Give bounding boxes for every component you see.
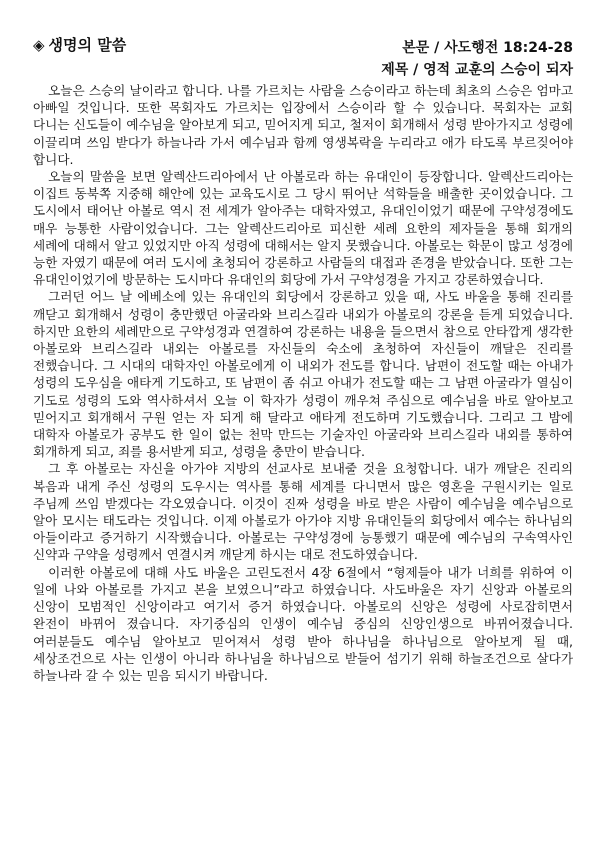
paragraph-4: 그 후 아볼로는 자신을 아가야 지방의 선교사로 보내줄 것을 요청합니다. 내가 깨달은 진리의 복음과 내게 주신 성령의 도우시는 역사를 통해 세계를 다니면서 많은 영혼을 구원시키는 일로 주님께 쓰임 받겠다는 각오였습니다. 이것이 진짜 성령을 바로 받은 사람이 예수님을 예수님으로 알아 모시는 태도라는 것입니다. 이제 아볼로가 아가야 지방 유대인들의 회당에서 예수는 하나님의 아들이라고 증거하기 시작했습니다. 아볼로는 구약성경에 능통했기 때문에 예수님의 구속역사인 신약과 구약을 성령께서 연결시켜 깨닫게 하시는 대로 전도하였습니다. [33, 461, 573, 563]
sermon-subject: 제목 / 영적 교훈의 스승이 되자 [381, 62, 573, 78]
sermon-series-title-text: 생명의 말씀 [48, 36, 127, 54]
sermon-body [33, 82, 573, 684]
paragraph-1: 오늘은 스승의 날이라고 합니다. 나를 가르치는 사람을 스승이라고 하는데 최초의 스승은 엄마고 아빠일 것입니다. 또한 목회자도 가르치는 입장에서 스승이라 할 수 있습니다. 목회자는 교회 다니는 신도들이 예수님을 알아보게 되고, 믿어지게 되고, 철저이 회개해서 성령 받아가지고 성령에 이끌리며 쓰임 받다가 하늘나라 가서 예수님과 함께 영생복락을 누리라고 애가 타도록 부르짖어야 합니다. [33, 83, 573, 167]
diamond-bullet-icon: ◈ [33, 36, 45, 54]
paragraph-3: 그러던 어느 날 에베소에 있는 유대인의 회당에서 강론하고 있을 때, 사도 바울을 통해 진리를 깨닫고 회개해서 성령이 충만했던 아굴라와 브리스길라 내외가 아볼로의 강론을 듣게 되었습니다. 하지만 요한의 세례만으로 구약성경과 연결하여 강론하는 내용을 들으면서 참으로 안타깝게 생각한 아볼로와 브리스길라 내외는 아볼로를 자신들의 숙소에 초청하여 자신들이 깨달은 진리를 전했습니다. 그 시대의 대학자인 아볼로에게 이 내외가 전도를 합니다. 남편이 전도할 때는 아내가 성령의 도우심을 애타게 기도하고, 또 남편이 좀 쉬고 아내가 전도할 때는 그 남편 아굴라가 열심이 기도로 성령의 도와 역사하셔서 오늘 이 학자가 성령이 깨우쳐 주심으로 예수님을 바로 알아보고 믿어지고 회개해서 구원 얻는 자 되게 해 달라고 애타게 전도하며 기도했습니다. 그리고 그 밤에 대학자 아볼로가 공부도 한 일이 없는 천막 만드는 기술자인 아굴라와 브리스길라 내외를 통하여 회개하게 되고, 죄를 용서받게 되고, 성령을 충만이 받습니다. [33, 289, 573, 460]
scripture-reference: 본문 / 사도행전 18:24-28 [402, 40, 573, 56]
paragraph-2: 오늘의 말씀을 보면 알렉산드리아에서 난 아볼로라 하는 유대인이 등장합니다. 알렉산드리아는 이집트 동북쪽 지중해 해안에 있는 교육도시로 그 당시 뛰어난 석학들을 배출한 곳이었습니다. 그 도시에서 태어난 아볼로 역시 전 세계가 알아주는 대학자였고, 유대인이었기 때문에 구약성경에도 매우 능통한 사람이었습니다. 그는 알렉산드리아로 피신한 세례 요한의 제자들을 통해 회개의 세례에 대해서 알고 있었지만 아직 성령에 대해서는 알지 못했습니다. 아볼로는 학문이 많고 성경에 능한 자였기 때문에 여러 도시에 초청되어 강론하고 사람들의 대접과 존경을 받았습니다. 또한 그는 유대인이었기에 방문하는 도시마다 유대인의 회당에 가서 구약성경을 가지고 강론하였습니다. [33, 169, 573, 288]
paragraph-5: 이러한 아볼로에 대해 사도 바울은 고린도전서 4장 6절에서 “형제들아 내가 너희를 위하여 이 일에 나와 아볼로를 가지고 본을 보였으니”라고 하였습니다. 사도바울은 자기 신앙과 아볼로의 신앙이 모범적인 신앙이라고 여기서 증거 하였습니다. 아볼로의 신앙은 성령에 사로잡히면서 완전이 바뀌어 졌습니다. 자기중심의 인생이 예수님 중심의 신앙인생으로 바뀌어졌습니다. 여러분들도 예수님 알아보고 믿어져서 성령 받아 하나님을 하나님으로 알아보게 될 때, 세상조건으로 사는 인생이 아니라 하나님을 하나님으로 받들어 섬기기 위해 하늘조건으로 살다가 하늘나라 갈 수 있는 믿음 되시기 바랍니다. [33, 564, 573, 683]
sermon-series-title [33, 34, 126, 55]
header-row [33, 34, 573, 54]
